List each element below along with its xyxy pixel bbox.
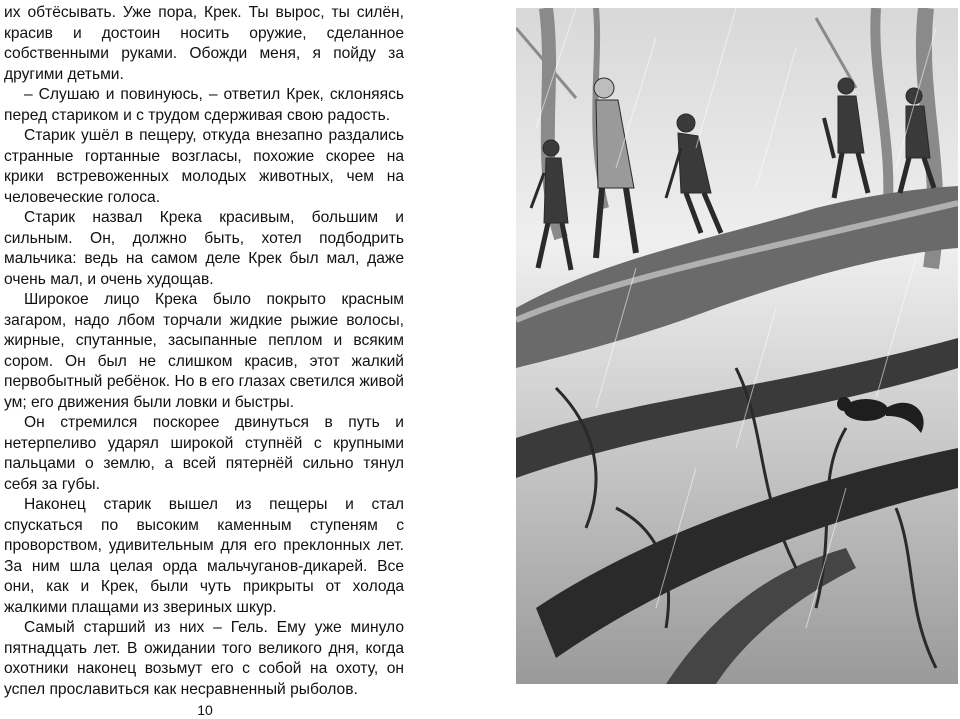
illustration-drawing — [516, 8, 958, 684]
page-number: 10 — [197, 702, 213, 718]
paragraph-2: – Слушаю и повинуюсь, – ответил Крек, склоняясь перед стариком и с трудом сдерживая свою радость. — [4, 86, 404, 124]
paragraph-5: Широкое лицо Крека было покрыто красным загаром, надо лбом торчали жидкие рыжие волосы, жирные, спутанные, засыпанные пеплом и всяким сором. Он был не слишком красив, этот жалкий первобытный ребёнок. Но в его глазах светился живой ум; его движения были ловки и быстры. — [4, 291, 404, 411]
body-text — [4, 3, 404, 700]
paragraph-6: Он стремился поскорее двинуться в путь и нетерпеливо ударял широкой ступнёй с крупными пальцами о землю, а всей пятернёй сильно тянул себя за губы. — [4, 414, 404, 493]
paragraph-8: Самый старший из них – Гель. Ему уже минуло пятнадцать лет. В ожидании того великого дня, когда охотники наконец возьмут его с собой на охоту, он успел прославиться как несравненный рыболов. — [4, 619, 404, 698]
paragraph-4: Старик назвал Крека красивым, большим и сильным. Он, должно быть, хотел подбодрить мальчика: ведь на самом деле Крек был мал, даже очень мал, и очень худощав. — [4, 209, 404, 288]
paragraph-3: Старик ушёл в пещеру, откуда внезапно раздались странные гортанные возгласы, похожие скорее на крики встревоженных молодых животных, чем на человеческие голоса. — [4, 127, 404, 206]
paragraph-7: Наконец старик вышел из пещеры и стал спускаться по высоким каменным ступеням с проворством, удивительным для его преклонных лет. За ним шла целая орда мальчуганов-дикарей. Все они, как и Крек, были чуть прикрыты от холода жалкими плащами из звериных шкур. — [4, 496, 404, 616]
illustration — [516, 8, 958, 684]
paragraph-1: их обтёсывать. Уже пора, Крек. Ты вырос, ты силён, красив и достоин носить оружие, сделанное собственными руками. Обожди меня, я пойду за другими детьми. — [4, 4, 404, 83]
